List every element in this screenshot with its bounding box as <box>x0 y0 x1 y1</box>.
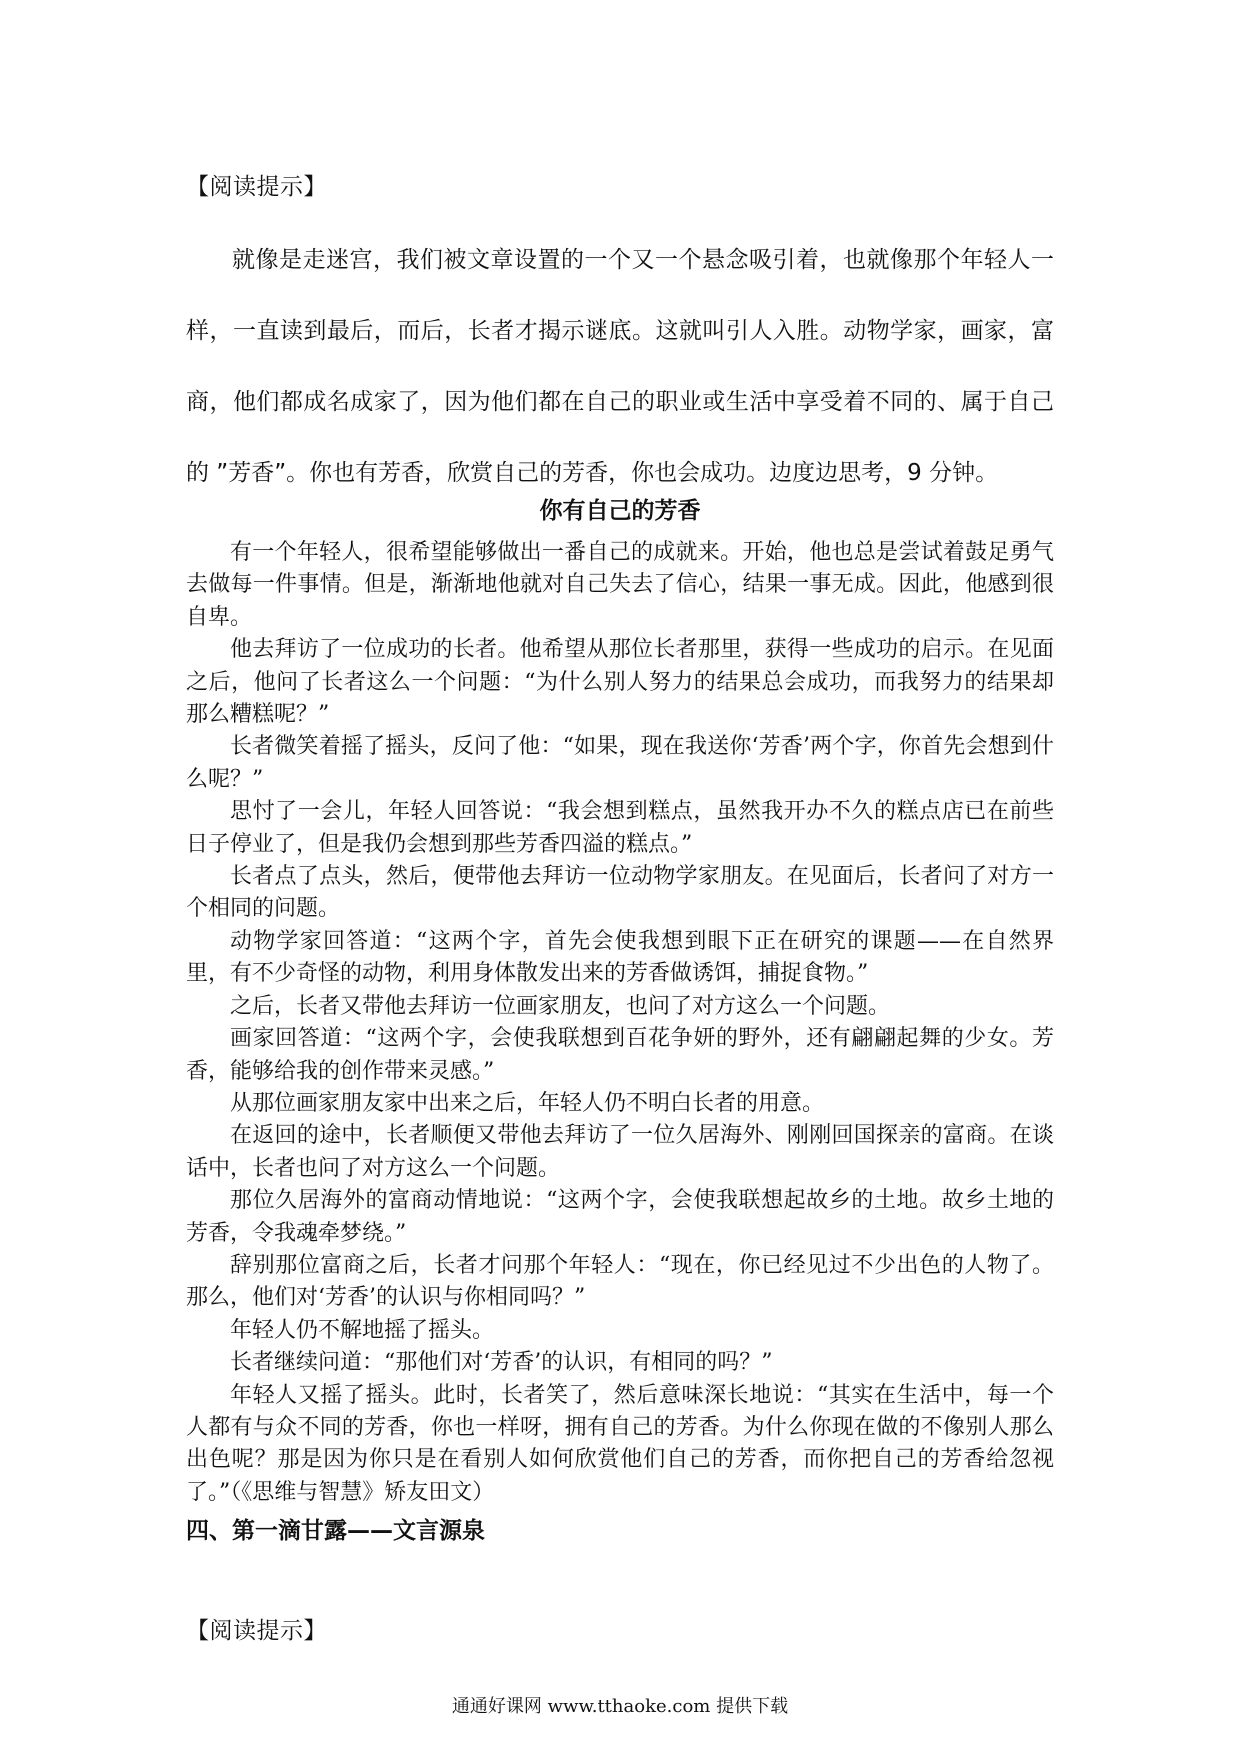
section-heading: 四、第一滴甘露——文言源泉 <box>186 1518 485 1544</box>
story-paragraph: 那位久居海外的富商动情地说：“这两个字，会使我联想起故乡的土地。故乡土地的芳香，令我魂牵梦绕。” <box>186 1188 1054 1246</box>
page-footer: 通通好课网 www.tthaoke.com 提供下载 <box>451 1696 789 1717</box>
story-paragraph: 画家回答道：“这两个字，会使我联想到百花争妍的野外，还有翩翩起舞的少女。芳香，能够给我的创作带来灵感。” <box>186 1026 1054 1084</box>
reading-hint-label-2: 【阅读提示】 <box>186 1618 327 1644</box>
story-paragraph: 从那位画家朋友家中出来之后，年轻人仍不明白长者的用意。 <box>230 1090 825 1116</box>
story-paragraph: 辞别那位富商之后，长者才问那个年轻人：“现在，你已经见过不少出色的人物了。那么，他们对‘芳香’的认识与你相同吗？” <box>186 1252 1054 1311</box>
story-title: 你有自己的芳香 <box>539 498 701 524</box>
intro-paragraph: 就像是走迷宫，我们被文章设置的一个又一个悬念吸引着，也就像那个年轻人一样，一直读到最后，而后，长者才揭示谜底。这就叫引人入胜。动物学家，画家，富商，他们都成名成家了，因为他们都在自己的职业或生活中享受着不同的、属于自己的 ”芳香”。你也有芳香，欣赏自己的芳香，你也会成功。边度边思考，9 分钟。 <box>186 247 1054 486</box>
story-paragraph: 他去拜访了一位成功的长者。他希望从那位长者那里，获得一些成功的启示。在见面之后，他问了长者这么一个问题：“为什么别人努力的结果总会成功，而我努力的结果却那么糟糕呢？” <box>186 637 1054 728</box>
story-paragraph: 长者微笑着摇了摇头，反问了他：“如果，现在我送你‘芳香’两个字，你首先会想到什么呢？” <box>186 734 1054 792</box>
story-paragraph: 年轻人仍不解地摇了摇头。 <box>230 1317 495 1343</box>
story-paragraph: 思忖了一会儿，年轻人回答说：“我会想到糕点，虽然我开办不久的糕点店已在前些日子停业了，但是我仍会想到那些芳香四溢的糕点。” <box>186 799 1054 857</box>
story-paragraph: 动物学家回答道：“这两个字，首先会使我想到眼下正在研究的课题——在自然界里，有不少奇怪的动物，利用身体散发出来的芳香做诱饵，捕捉食物。” <box>186 928 1054 987</box>
intro-block <box>186 225 1054 509</box>
story-paragraph: 在返回的途中，长者顺便又带他去拜访了一位久居海外、刚刚回国探亲的富商。在谈话中，长者也问了对方这么一个问题。 <box>186 1123 1054 1181</box>
reading-hint-label: 【阅读提示】 <box>186 174 327 200</box>
story-paragraph: 长者继续问道：“那他们对‘芳香’的认识，有相同的吗？” <box>230 1350 773 1376</box>
story-paragraph: 长者点了点头，然后，便带他去拜访一位动物学家朋友。在见面后，长者问了对方一个相同的问题。 <box>186 864 1054 922</box>
story-paragraph: 有一个年轻人，很希望能够做出一番自己的成就来。开始，他也总是尝试着鼓足勇气去做每一件事情。但是，渐渐地他就对自己失去了信心，结果一事无成。因此，他感到很自卑。 <box>186 540 1054 630</box>
story-paragraph: 之后，长者又带他去拜访一位画家朋友，也问了对方这么一个问题。 <box>230 993 891 1019</box>
story-paragraph: 年轻人又摇了摇头。此时，长者笑了，然后意味深长地说：“其实在生活中，每一个人都有与众不同的芳香，你也一样呀，拥有自己的芳香。为什么你现在做的不像别人那么出色呢？那是因为你只是在看别人如何欣赏他们自己的芳香，而你把自己的芳香给忽视了。”（《思维与智慧》矫友田文） <box>186 1382 1054 1505</box>
story-body <box>186 537 1054 1509</box>
